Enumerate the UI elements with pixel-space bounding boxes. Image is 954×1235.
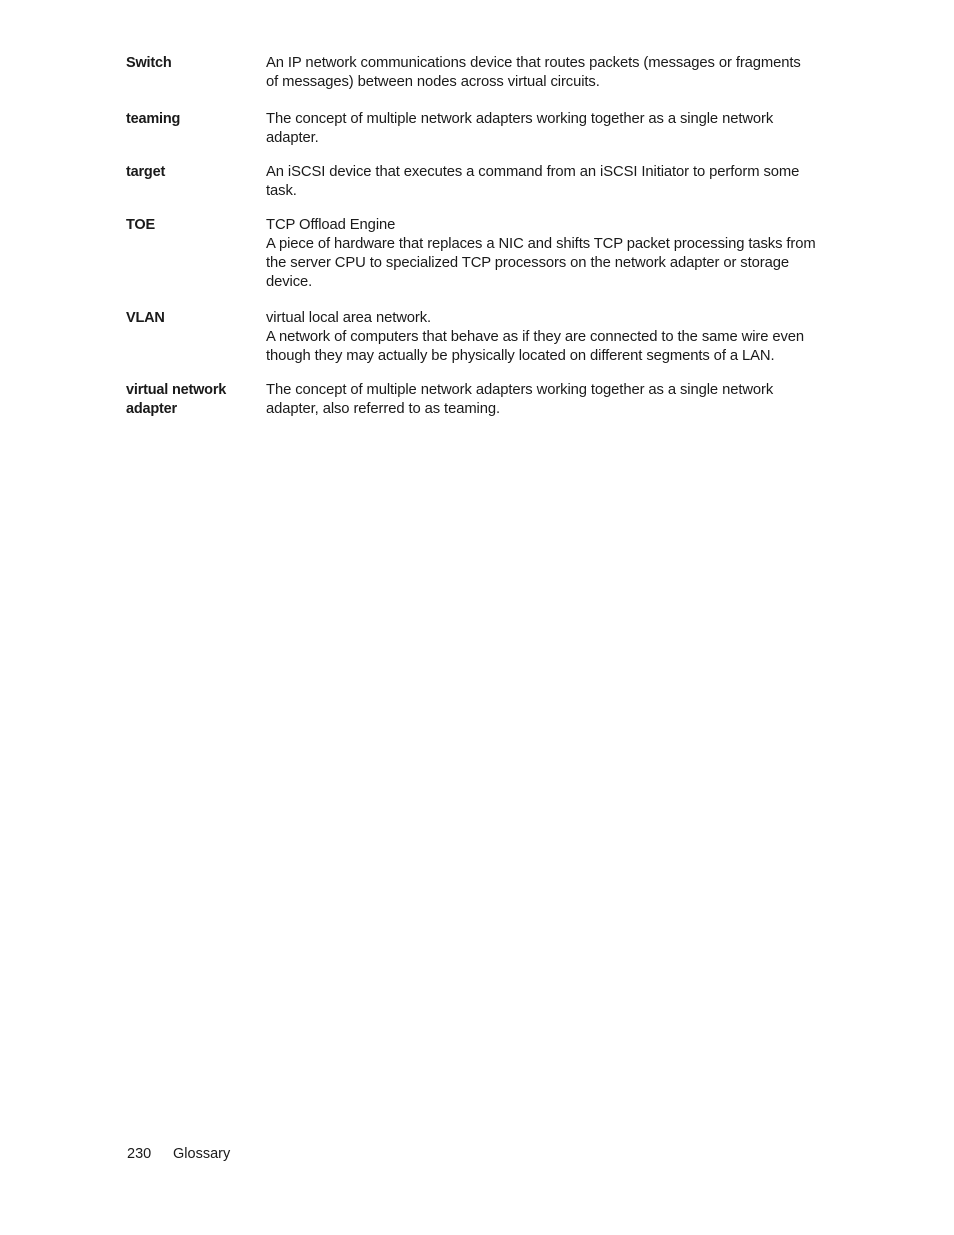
definition-text: An IP network communications device that routes packets (messages or fragments of messages) between nodes across virtual circuits. [266, 55, 801, 90]
glossary-definition [266, 381, 816, 419]
glossary-entry-target [126, 163, 816, 201]
glossary-definition [266, 163, 816, 201]
glossary-entry-teaming [126, 110, 816, 148]
glossary-term: teaming [126, 111, 181, 127]
definition-text: A network of computers that behave as if they are connected to the same wire even though they may actually be physically located on different segments of a LAN. [266, 329, 805, 364]
glossary-term: Switch [126, 55, 172, 71]
definition-text: A piece of hardware that replaces a NIC and shifts TCP packet processing tasks from the server CPU to specialized TCP processors on the network adapter or storage device. [266, 236, 816, 290]
definition-text: An iSCSI device that executes a command from an iSCSI Initiator to perform some task. [266, 164, 800, 199]
glossary-term: target [126, 164, 166, 180]
definition-text: The concept of multiple network adapters working together as a single network adapter. [266, 111, 774, 146]
glossary-list [126, 54, 816, 419]
glossary-entry-toe [126, 216, 816, 292]
glossary-definition [266, 110, 816, 148]
glossary-entry-virtual-network-adapter [126, 381, 816, 419]
glossary-term: VLAN [126, 310, 165, 326]
footer-section-title: Glossary [173, 1146, 231, 1162]
glossary-entry-switch [126, 54, 816, 92]
definition-text: TCP Offload Engine [266, 217, 396, 233]
page-footer [127, 1145, 230, 1164]
glossary-definition [266, 54, 816, 92]
glossary-definition [266, 216, 816, 292]
page-number: 230 [127, 1146, 152, 1162]
glossary-entry-vlan [126, 309, 816, 366]
definition-text: The concept of multiple network adapters working together as a single network adapter, also referred to as teaming. [266, 382, 774, 417]
definition-text: virtual local area network. [266, 310, 432, 326]
glossary-term: virtual network adapter [126, 382, 227, 417]
glossary-term: TOE [126, 217, 155, 233]
glossary-definition [266, 309, 816, 366]
